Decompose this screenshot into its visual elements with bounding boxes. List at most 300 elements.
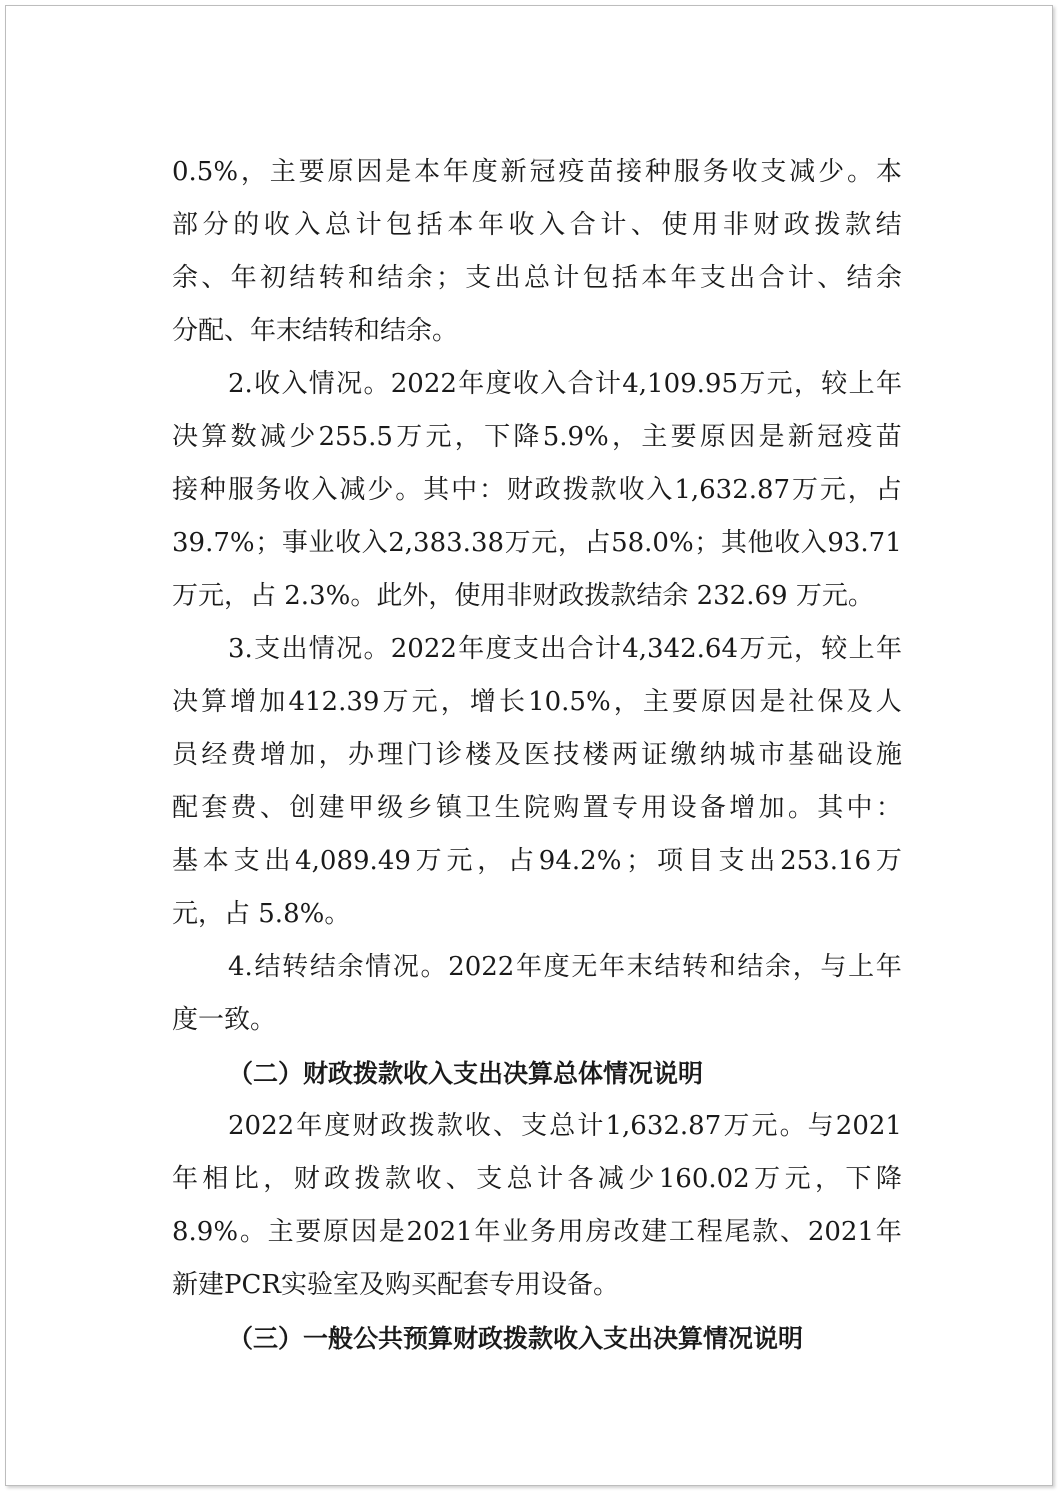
text-line — [172, 199, 902, 252]
text-glyph: 计 — [600, 210, 627, 240]
text-glyph: 支 — [476, 1164, 503, 1194]
text-glyph: 接 — [616, 157, 643, 187]
text-glyph: 年 — [875, 952, 902, 982]
text-glyph: 拨 — [814, 210, 841, 240]
text-glyph: 支 — [718, 846, 745, 876]
text-glyph: 接 — [172, 475, 199, 505]
text-glyph: 总 — [506, 1164, 533, 1194]
text-glyph: 上 — [848, 952, 875, 982]
text-glyph: 支 — [760, 157, 787, 187]
text-glyph: 万 — [791, 475, 818, 505]
text-glyph: 总 — [523, 263, 550, 293]
text-glyph: 业 — [502, 1217, 529, 1247]
text-glyph: ， — [847, 475, 874, 505]
text-glyph: 占 — [584, 528, 611, 558]
text-glyph: 度 — [471, 157, 498, 187]
text-glyph: 结 — [289, 263, 316, 293]
text-glyph: ： — [875, 793, 902, 823]
text-glyph: 中 — [846, 793, 873, 823]
text-line: 元，占 5.8%。 — [172, 899, 351, 929]
text-line: 分配、年末结转和结余。 — [172, 316, 459, 346]
text-glyph: 本 — [641, 263, 668, 293]
text-glyph: 万 — [415, 846, 442, 876]
text-glyph: 拨 — [562, 475, 589, 505]
text-glyph: 要 — [298, 157, 325, 187]
text-glyph: 款 — [845, 210, 872, 240]
text-glyph: 政 — [783, 210, 810, 240]
text-glyph: 年 — [442, 157, 469, 187]
text-glyph: 疫 — [846, 422, 873, 452]
text-glyph: 结 — [737, 952, 764, 982]
text-glyph: 支 — [465, 263, 492, 293]
text-glyph: 其 — [817, 793, 844, 823]
text-glyph: 年 — [474, 1217, 501, 1247]
text-glyph: 93.71 — [827, 528, 902, 558]
text-glyph: 年 — [670, 263, 697, 293]
text-glyph: 、 — [201, 263, 228, 293]
text-glyph: 算 — [201, 687, 228, 717]
text-glyph: 收 — [618, 475, 645, 505]
text-glyph: 套 — [201, 793, 228, 823]
text-glyph: 决 — [172, 422, 199, 452]
text-glyph: 收 — [464, 1111, 491, 1141]
text-glyph: 2022 — [390, 369, 457, 399]
text-glyph: 计 — [537, 1164, 564, 1194]
text-glyph: 情 — [308, 634, 335, 664]
text-glyph: 2022 — [448, 952, 515, 982]
text-glyph: 员 — [172, 740, 199, 770]
text-glyph: 保 — [817, 687, 844, 717]
text-glyph: 余 — [875, 263, 902, 293]
text-glyph: 市 — [758, 740, 785, 770]
text-glyph: 相 — [202, 1164, 229, 1194]
section-heading: （三）一般公共预算财政拨款收入支出决算情况说明 — [228, 1324, 804, 1353]
text-glyph: 设 — [846, 740, 873, 770]
text-glyph: 专 — [611, 793, 638, 823]
text-glyph: 楼 — [582, 740, 609, 770]
text-glyph: 况 — [336, 634, 363, 664]
text-glyph: 其 — [720, 528, 747, 558]
text-glyph: 合 — [758, 263, 785, 293]
text-glyph: 39.7% — [172, 528, 255, 558]
text-glyph: 结 — [377, 263, 404, 293]
text-glyph: 原 — [323, 1217, 350, 1247]
text-glyph: 苗 — [587, 157, 614, 187]
text-glyph: 务 — [530, 1217, 557, 1247]
text-glyph: 。 — [363, 369, 390, 399]
text-glyph: 是 — [758, 422, 785, 452]
text-glyph: 结 — [309, 952, 336, 982]
text-glyph: 入 — [646, 475, 673, 505]
text-glyph: 余 — [765, 952, 792, 982]
text-glyph: 、 — [780, 1217, 807, 1247]
text-glyph: 收 — [254, 369, 281, 399]
text-glyph: 纳 — [699, 740, 726, 770]
text-glyph: 2021 — [835, 1111, 902, 1141]
text-glyph: 万 — [504, 528, 531, 558]
text-glyph: 5.9% — [542, 422, 609, 452]
text-glyph: 1,632.87 — [674, 475, 791, 505]
text-glyph: 款 — [436, 1111, 463, 1141]
text-glyph: 增 — [259, 740, 286, 770]
text-glyph: 转 — [682, 952, 709, 982]
text-line — [172, 782, 902, 835]
text-glyph: 入 — [540, 369, 567, 399]
text-glyph: ； — [694, 528, 721, 558]
text-glyph: 增 — [729, 793, 756, 823]
text-glyph: 建 — [641, 1217, 668, 1247]
text-glyph: 、 — [493, 1111, 520, 1141]
text-glyph: 末 — [626, 952, 653, 982]
text-glyph: 政 — [324, 1164, 351, 1194]
text-glyph: 分 — [202, 210, 229, 240]
text-glyph: ， — [454, 422, 481, 452]
text-glyph: ， — [318, 740, 345, 770]
text-glyph: 1,632.87 — [605, 1111, 722, 1141]
text-glyph: 加 — [259, 687, 286, 717]
text-glyph: 情 — [308, 369, 335, 399]
text-glyph: 收 — [415, 1164, 442, 1194]
text-glyph: 收 — [283, 475, 310, 505]
text-glyph: 入 — [539, 210, 566, 240]
text-glyph: 比 — [232, 1164, 259, 1194]
text-glyph: 门 — [406, 740, 433, 770]
text-glyph: 出 — [729, 263, 756, 293]
text-glyph: 证 — [641, 740, 668, 770]
text-glyph: 因 — [350, 1217, 377, 1247]
text-glyph: 疫 — [558, 157, 585, 187]
text-glyph: 结 — [654, 952, 681, 982]
text-glyph: 和 — [347, 263, 374, 293]
text-glyph: 占 — [508, 846, 535, 876]
text-glyph: 款 — [752, 1217, 779, 1247]
text-glyph: 财 — [293, 1164, 320, 1194]
text-glyph: 因 — [356, 157, 383, 187]
text-line — [172, 464, 902, 517]
text-glyph: 原 — [701, 687, 728, 717]
text-glyph: ， — [612, 422, 639, 452]
text-glyph: 非 — [722, 210, 749, 240]
text-glyph: 减 — [259, 422, 286, 452]
text-glyph: 新 — [500, 157, 527, 187]
text-glyph: 、 — [817, 263, 844, 293]
text-glyph: 因 — [729, 422, 756, 452]
text-glyph: 新 — [787, 422, 814, 452]
document-page — [5, 5, 1053, 1486]
text-glyph: ； — [255, 528, 282, 558]
text-glyph: 使 — [661, 210, 688, 240]
text-glyph: ， — [477, 846, 504, 876]
text-glyph: 技 — [553, 740, 580, 770]
text-line — [172, 941, 902, 994]
text-glyph: 支 — [699, 263, 726, 293]
text-glyph: 412.39 — [288, 687, 380, 717]
text-glyph: 乡 — [406, 793, 433, 823]
text-glyph: 项 — [656, 846, 683, 876]
text-glyph: 度 — [485, 634, 512, 664]
text-glyph: 况 — [392, 952, 419, 982]
text-glyph: 收 — [774, 528, 801, 558]
text-glyph: 合 — [569, 210, 596, 240]
text-glyph: 创 — [289, 793, 316, 823]
text-glyph: 人 — [875, 687, 902, 717]
text-glyph: 建 — [318, 793, 345, 823]
paragraph — [172, 146, 902, 358]
text-glyph: 余 — [172, 263, 199, 293]
text-glyph: 160.02 — [658, 1164, 750, 1194]
text-glyph: 款 — [384, 1164, 411, 1194]
text-glyph: 和 — [709, 952, 736, 982]
text-glyph: 年 — [230, 263, 257, 293]
text-glyph: 本 — [414, 157, 441, 187]
text-glyph: 万 — [739, 634, 766, 664]
text-glyph: 收 — [508, 210, 535, 240]
text-glyph: 冠 — [817, 422, 844, 452]
text-glyph: 工 — [668, 1217, 695, 1247]
text-line — [172, 1153, 902, 1206]
text-glyph: 2022 — [390, 634, 457, 664]
text-glyph: 4,342.64 — [622, 634, 738, 664]
text-glyph: 决 — [172, 687, 199, 717]
text-glyph: 2,383.38 — [388, 528, 505, 558]
text-glyph: 款 — [590, 475, 617, 505]
text-glyph: 。 — [779, 1111, 806, 1141]
text-glyph: 少 — [628, 1164, 655, 1194]
text-glyph: 计 — [355, 210, 382, 240]
text-glyph: 万 — [754, 1164, 781, 1194]
text-glyph: 院 — [523, 793, 550, 823]
text-glyph: 基 — [787, 740, 814, 770]
text-glyph: 务 — [255, 475, 282, 505]
text-glyph: 入 — [311, 475, 338, 505]
text-glyph: 8.9% — [172, 1217, 239, 1247]
text-glyph: 总 — [549, 1111, 576, 1141]
text-glyph: 生 — [494, 793, 521, 823]
text-glyph: 其 — [423, 475, 450, 505]
text-glyph: 少 — [818, 157, 845, 187]
text-glyph: 较 — [821, 369, 848, 399]
text-glyph: 计 — [553, 263, 580, 293]
text-glyph: 事 — [281, 528, 308, 558]
text-glyph: 况 — [336, 369, 363, 399]
text-glyph: 用 — [557, 1217, 584, 1247]
text-glyph: 255.5 — [318, 422, 393, 452]
text-glyph: 入 — [800, 528, 827, 558]
text-glyph: 万 — [382, 687, 409, 717]
text-glyph: 支 — [233, 846, 260, 876]
text-glyph: ， — [440, 687, 467, 717]
text-glyph: 万 — [396, 422, 423, 452]
text-glyph: 加 — [758, 793, 785, 823]
text-glyph: 拨 — [354, 1164, 381, 1194]
text-glyph: ： — [478, 475, 505, 505]
text-glyph: 用 — [641, 793, 668, 823]
text-glyph: ， — [263, 1164, 290, 1194]
text-glyph: 253.16 — [780, 846, 872, 876]
text-line — [172, 676, 902, 729]
text-glyph: 诊 — [435, 740, 462, 770]
text-glyph: 元 — [425, 422, 452, 452]
text-glyph: 年 — [875, 369, 902, 399]
text-glyph: 办 — [347, 740, 374, 770]
text-glyph: 出 — [494, 263, 521, 293]
text-glyph: 与 — [807, 1111, 834, 1141]
text-glyph: 度 — [324, 1111, 351, 1141]
text-glyph: 设 — [670, 793, 697, 823]
text-glyph: 2022 — [228, 1111, 295, 1141]
text-glyph: 。 — [395, 475, 422, 505]
text-glyph: 年 — [599, 952, 626, 982]
text-glyph: 是 — [385, 157, 412, 187]
text-glyph: 。 — [363, 634, 390, 664]
text-glyph: 他 — [747, 528, 774, 558]
text-glyph: 苗 — [875, 422, 902, 452]
text-glyph: 收 — [731, 157, 758, 187]
text-glyph: 城 — [729, 740, 756, 770]
text-glyph: ， — [240, 157, 267, 187]
text-line — [172, 623, 902, 676]
text-glyph: 减 — [339, 475, 366, 505]
text-glyph: 增 — [469, 687, 496, 717]
text-glyph: 2. — [228, 369, 253, 399]
paragraph-expenditure — [172, 623, 902, 941]
text-glyph: 减 — [789, 157, 816, 187]
text-glyph: 配 — [172, 793, 199, 823]
text-glyph: 施 — [875, 740, 902, 770]
text-glyph: 元 — [411, 687, 438, 717]
text-glyph: 础 — [817, 740, 844, 770]
text-glyph: 。 — [787, 793, 814, 823]
text-glyph: 4,089.49 — [295, 846, 411, 876]
text-glyph: 房 — [585, 1217, 612, 1247]
text-glyph: 收 — [263, 210, 290, 240]
text-glyph: 占 — [875, 475, 902, 505]
text-glyph: 社 — [788, 687, 815, 717]
text-glyph: 要 — [671, 687, 698, 717]
text-glyph: 4. — [228, 952, 253, 982]
text-glyph: 3. — [228, 634, 253, 664]
text-glyph: 少 — [367, 475, 394, 505]
paragraph-fiscal-appropriation — [172, 1100, 902, 1312]
text-glyph: 元 — [751, 1111, 778, 1141]
text-glyph: 度 — [485, 369, 512, 399]
text-glyph: 财 — [753, 210, 780, 240]
text-glyph: 是 — [759, 687, 786, 717]
text-glyph: 上 — [848, 369, 875, 399]
text-glyph: 目 — [687, 846, 714, 876]
text-glyph: 转 — [282, 952, 309, 982]
text-glyph: 降 — [875, 1164, 902, 1194]
text-glyph: 出 — [281, 634, 308, 664]
text-glyph: 总 — [324, 210, 351, 240]
text-glyph: 降 — [513, 422, 540, 452]
text-glyph: 上 — [848, 634, 875, 664]
text-glyph: 主 — [642, 687, 669, 717]
text-line — [172, 252, 902, 305]
text-glyph: 是 — [378, 1217, 405, 1247]
text-glyph: ； — [626, 846, 653, 876]
text-glyph: 服 — [673, 157, 700, 187]
text-glyph: 无 — [571, 952, 598, 982]
text-glyph: 初 — [259, 263, 286, 293]
text-glyph: 程 — [696, 1217, 723, 1247]
text-glyph: 合 — [567, 369, 594, 399]
text-glyph: 政 — [380, 1111, 407, 1141]
text-glyph: 级 — [377, 793, 404, 823]
text-glyph: 的 — [233, 210, 260, 240]
text-glyph: 计 — [594, 634, 621, 664]
text-glyph: ， — [613, 687, 640, 717]
text-glyph: 元 — [784, 1164, 811, 1194]
text-glyph: 计 — [594, 369, 621, 399]
text-glyph: 年 — [516, 952, 543, 982]
paragraph-income — [172, 358, 902, 623]
text-glyph: 年 — [875, 1217, 902, 1247]
text-glyph: 本 — [875, 157, 902, 187]
text-glyph: 拨 — [408, 1111, 435, 1141]
text-glyph: 收 — [335, 528, 362, 558]
text-glyph: 括 — [611, 263, 638, 293]
text-glyph: 下 — [845, 1164, 872, 1194]
text-glyph: 楼 — [465, 740, 492, 770]
text-glyph: 主 — [641, 422, 668, 452]
text-glyph: 购 — [553, 793, 580, 823]
text-glyph: 各 — [567, 1164, 594, 1194]
document-body — [172, 146, 902, 1365]
text-glyph: 结 — [846, 263, 873, 293]
text-glyph: 镇 — [435, 793, 462, 823]
text-glyph: 支 — [512, 634, 539, 664]
text-glyph: 费 — [230, 740, 257, 770]
text-glyph: 入 — [294, 210, 321, 240]
text-glyph: 两 — [611, 740, 638, 770]
text-glyph: 支 — [254, 634, 281, 664]
text-glyph: 元 — [766, 369, 793, 399]
text-glyph: 种 — [199, 475, 226, 505]
text-glyph: 、 — [259, 793, 286, 823]
text-glyph: 0.5% — [172, 157, 239, 187]
text-glyph: 主 — [269, 157, 296, 187]
text-glyph: 入 — [281, 369, 308, 399]
text-glyph: 本 — [202, 846, 229, 876]
text-glyph: 余 — [406, 263, 433, 293]
text-glyph: ， — [557, 528, 584, 558]
text-glyph: 要 — [295, 1217, 322, 1247]
text-glyph: 年 — [458, 634, 485, 664]
text-glyph: 2021 — [807, 1217, 874, 1247]
text-glyph: 置 — [582, 793, 609, 823]
text-glyph: 及 — [846, 687, 873, 717]
text-glyph: 减 — [597, 1164, 624, 1194]
text-glyph: 10.5% — [528, 687, 611, 717]
text-line — [172, 729, 902, 782]
text-glyph: 及 — [494, 740, 521, 770]
text-glyph: 费 — [230, 793, 257, 823]
text-glyph: 年 — [875, 634, 902, 664]
text-glyph: 中 — [451, 475, 478, 505]
text-glyph: 、 — [445, 1164, 472, 1194]
text-glyph: 万 — [875, 846, 902, 876]
text-glyph: 年 — [296, 1111, 323, 1141]
text-glyph: 。 — [846, 157, 873, 187]
text-glyph: 94.2% — [538, 846, 622, 876]
text-glyph: 增 — [230, 687, 257, 717]
text-glyph: ， — [792, 952, 819, 982]
text-glyph: 万 — [739, 369, 766, 399]
text-glyph: 冠 — [529, 157, 556, 187]
section-heading: （二）财政拨款收入支出决算总体情况说明 — [228, 1059, 704, 1088]
text-glyph: 理 — [377, 740, 404, 770]
